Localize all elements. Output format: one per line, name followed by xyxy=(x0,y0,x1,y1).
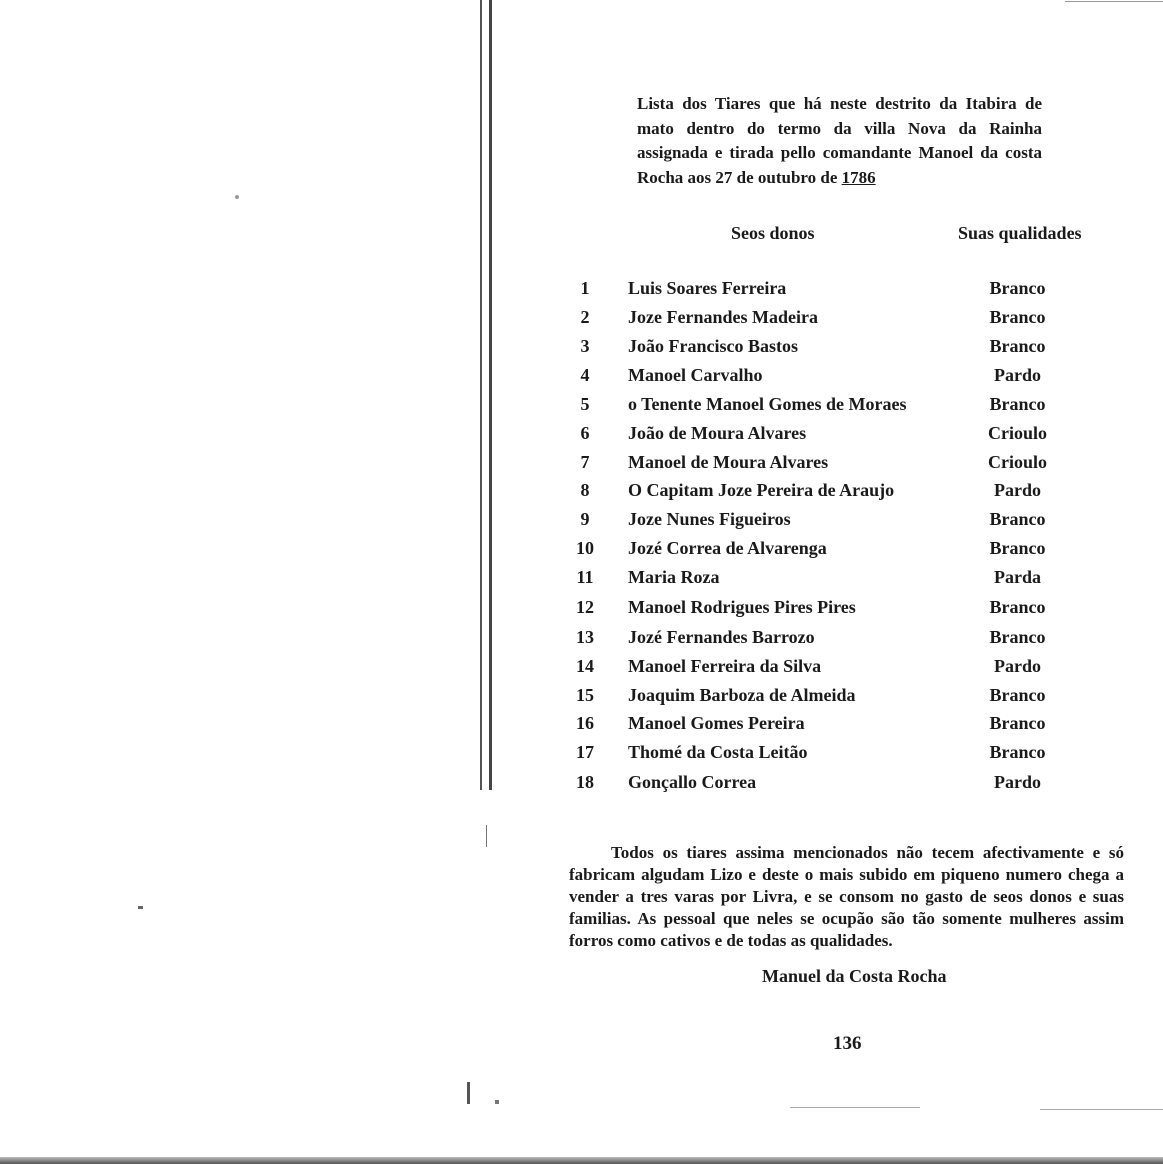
owners-column-header: Seos donos xyxy=(731,223,815,243)
table-row xyxy=(570,394,1090,418)
page-bottom-edge xyxy=(0,1157,1163,1164)
owner-quality: Pardo xyxy=(994,656,1041,676)
table-row xyxy=(570,772,1090,796)
table-row xyxy=(570,423,1090,447)
owner-quality: Branco xyxy=(989,627,1046,647)
owner-quality: Parda xyxy=(994,567,1041,587)
qualities-column-header: Suas qualidades xyxy=(958,223,1082,243)
owner-name: Thomé da Costa Leitão xyxy=(628,742,808,762)
heading-year: 1786 xyxy=(841,167,876,187)
owner-name: Joze Fernandes Madeira xyxy=(628,307,818,327)
owner-quality: Pardo xyxy=(994,772,1041,792)
row-number: 8 xyxy=(580,480,590,500)
owner-quality: Branco xyxy=(989,685,1046,705)
row-number: 4 xyxy=(580,365,590,385)
scan-speck xyxy=(138,906,143,909)
owner-quality: Branco xyxy=(989,509,1046,529)
owner-quality: Branco xyxy=(989,394,1046,414)
table-row xyxy=(570,713,1090,737)
heading-text: Lista dos Tiares que há neste destrito da Itabira de mato dentro do termo da villa Nova da Rainha assignada e tirada pello comandante Manoel da costa Rocha aos 27 de outubro de xyxy=(637,94,1042,187)
owner-quality: Branco xyxy=(989,597,1046,617)
page-number: 136 xyxy=(833,1033,862,1054)
table-row xyxy=(570,656,1090,680)
table-row xyxy=(570,685,1090,709)
row-number: 7 xyxy=(580,452,590,472)
owner-name: Jozé Fernandes Barrozo xyxy=(628,627,815,647)
owner-name: Gonçallo Correa xyxy=(628,772,757,792)
row-number: 1 xyxy=(580,278,590,298)
table-row xyxy=(570,742,1090,766)
owner-name: Manoel Carvalho xyxy=(628,365,763,385)
row-number: 5 xyxy=(580,394,590,414)
scan-line xyxy=(1065,1,1163,2)
spine-line xyxy=(480,0,482,790)
table-row xyxy=(570,278,1090,302)
scan-line xyxy=(1040,1109,1163,1110)
owner-name: Joze Nunes Figueiros xyxy=(628,509,791,529)
signature: Manuel da Costa Rocha xyxy=(762,966,947,986)
owner-name: Maria Roza xyxy=(628,567,720,587)
owner-name: Luis Soares Ferreira xyxy=(628,278,787,298)
owner-quality: Branco xyxy=(989,336,1046,356)
owner-name: Manoel de Moura Alvares xyxy=(628,452,829,472)
owner-name: Manoel Gomes Pereira xyxy=(628,713,805,733)
spine-mark xyxy=(495,1100,499,1104)
owner-name: Manoel Rodrigues Pires Pires xyxy=(628,597,856,617)
scan-line xyxy=(790,1107,920,1108)
table-row xyxy=(570,509,1090,533)
owner-name: Joaquim Barboza de Almeida xyxy=(628,685,856,705)
table-row xyxy=(570,627,1090,651)
owner-quality: Branco xyxy=(989,278,1046,298)
owner-quality: Branco xyxy=(989,538,1046,558)
row-number: 11 xyxy=(576,567,594,587)
owner-name: João Francisco Bastos xyxy=(628,336,798,356)
owner-name: o Tenente Manoel Gomes de Moraes xyxy=(628,394,907,414)
row-number: 10 xyxy=(576,538,594,558)
owner-quality: Crioulo xyxy=(987,423,1047,443)
row-number: 2 xyxy=(580,307,590,327)
owner-name: O Capitam Joze Pereira de Araujo xyxy=(628,480,895,500)
owner-quality: Crioulo xyxy=(987,452,1047,472)
table-row xyxy=(570,336,1090,360)
spine-mark xyxy=(467,1082,470,1104)
table-row xyxy=(570,452,1090,476)
table-row xyxy=(570,480,1090,504)
book-spine xyxy=(477,0,497,1164)
owner-name: Jozé Correa de Alvarenga xyxy=(628,538,827,558)
table-row xyxy=(570,538,1090,562)
owner-quality: Branco xyxy=(989,713,1046,733)
owner-quality: Branco xyxy=(989,742,1046,762)
document-heading xyxy=(637,92,1042,190)
row-number: 13 xyxy=(576,627,594,647)
owner-quality: Pardo xyxy=(994,365,1041,385)
table-row xyxy=(570,597,1090,621)
owner-quality: Pardo xyxy=(994,480,1041,500)
row-number: 3 xyxy=(580,336,590,356)
row-number: 15 xyxy=(576,685,594,705)
row-number: 9 xyxy=(580,509,590,529)
closing-paragraph: Todos os tiares assima mencionados não tecem afectivamente e só fabricam algudam Lizo e deste o mais subido em piqueno numero chega a vender a tres varas por Livra, e se consom no gasto de seos donos e suas familias. As pessoal que neles se ocupão são tão somente mulheres assim forros como cativos e de todas as qualidades. xyxy=(569,843,1124,950)
table-row xyxy=(570,365,1090,389)
scan-speck xyxy=(235,195,239,199)
row-number: 14 xyxy=(576,656,594,676)
row-number: 6 xyxy=(580,423,590,443)
table-row xyxy=(570,567,1090,591)
row-number: 16 xyxy=(576,713,594,733)
row-number: 18 xyxy=(576,772,594,792)
owner-name: Manoel Ferreira da Silva xyxy=(628,656,822,676)
row-number: 12 xyxy=(576,597,594,617)
spine-line xyxy=(486,825,487,847)
table-row xyxy=(570,307,1090,331)
spine-line xyxy=(489,0,492,790)
owner-quality: Branco xyxy=(989,307,1046,327)
owner-name: João de Moura Alvares xyxy=(628,423,807,443)
row-number: 17 xyxy=(576,742,594,762)
